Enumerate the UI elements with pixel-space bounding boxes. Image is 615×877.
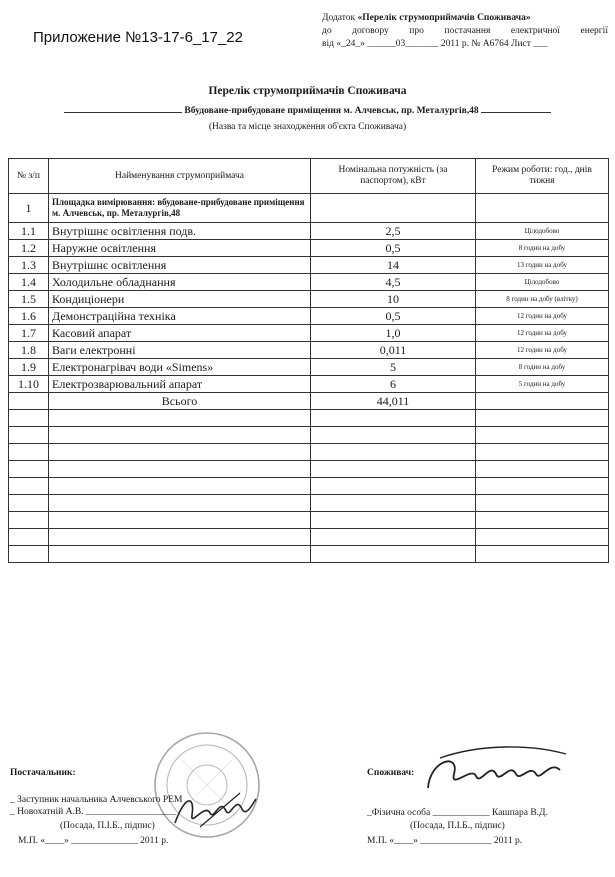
document-title: Перелік струмоприймачів Споживача bbox=[208, 85, 407, 97]
addendum-contract-line: від «_24_» ______03_______ 2011 р. № А6764 Лист ___ bbox=[322, 39, 548, 49]
table-row bbox=[9, 240, 609, 257]
addendum-word: про bbox=[409, 26, 424, 36]
empty-row bbox=[9, 478, 609, 495]
cell-num: 1 bbox=[9, 194, 49, 223]
empty-cell bbox=[49, 478, 311, 495]
empty-cell bbox=[476, 529, 609, 546]
cell-num: 1.7 bbox=[9, 325, 49, 342]
underline bbox=[481, 103, 551, 113]
empty-cell bbox=[49, 410, 311, 427]
cell-mode: 12 годин на добу bbox=[476, 325, 609, 342]
table-row bbox=[9, 325, 609, 342]
empty-cell bbox=[476, 427, 609, 444]
consumer-caption: (Посада, П.І.Б., підпис) bbox=[410, 821, 505, 831]
cell-name: Кондиціонери bbox=[49, 291, 311, 308]
cell-num: 1.4 bbox=[9, 274, 49, 291]
cell-name: Площадка вимірювання: вбудоване-прибудоване приміщення м. Алчевськ, пр. Металургів,48 bbox=[49, 194, 311, 223]
addendum-word: до bbox=[322, 26, 332, 36]
cell-num: 1.2 bbox=[9, 240, 49, 257]
addendum-line2 bbox=[322, 26, 608, 36]
empty-cell bbox=[311, 478, 476, 495]
equipment-table bbox=[8, 158, 609, 563]
empty-cell bbox=[476, 495, 609, 512]
empty-cell bbox=[476, 478, 609, 495]
total-power: 44,011 bbox=[311, 393, 476, 410]
empty-cell bbox=[311, 546, 476, 563]
site-row bbox=[9, 194, 609, 223]
cell-name: Електронагрівач води «Simens» bbox=[49, 359, 311, 376]
cell-power: 10 bbox=[311, 291, 476, 308]
cell-num: 1.1 bbox=[9, 223, 49, 240]
addendum-word: енергії bbox=[580, 26, 608, 36]
cell-name: Касовий апарат bbox=[49, 325, 311, 342]
consumer-person-text: Кашпара В.Д. bbox=[491, 808, 548, 818]
empty-cell bbox=[9, 478, 49, 495]
header-num: № з/п bbox=[9, 159, 49, 194]
supplier-heading: Постачальник: bbox=[10, 768, 76, 778]
empty-cell bbox=[476, 444, 609, 461]
table-row bbox=[9, 308, 609, 325]
consumer-signature bbox=[420, 740, 570, 810]
empty-cell bbox=[311, 495, 476, 512]
supplier-mp: М.П. «____» ______________ 2011 р. bbox=[18, 836, 169, 846]
cell-mode: 8 годин на добу (влітку) bbox=[476, 291, 609, 308]
empty-cell bbox=[476, 546, 609, 563]
addendum-line1 bbox=[322, 13, 608, 23]
cell-power: 0,5 bbox=[311, 308, 476, 325]
empty-cell bbox=[311, 512, 476, 529]
appendix-label: Приложение №13-17-6_17_22 bbox=[33, 29, 243, 46]
addendum-word: електричної bbox=[510, 26, 560, 36]
total-row bbox=[9, 393, 609, 410]
consumer-line: _Фізична особа ____________ Кашпара В.Д. bbox=[367, 808, 548, 818]
empty-row bbox=[9, 546, 609, 563]
cell-mode: Цілодобово bbox=[476, 223, 609, 240]
cell-name: Внутрішнє освітлення подв. bbox=[49, 223, 311, 240]
table-row bbox=[9, 223, 609, 240]
header-name: Найменування струмоприймача bbox=[49, 159, 311, 194]
cell-name: Ваги електронні bbox=[49, 342, 311, 359]
empty-cell bbox=[49, 461, 311, 478]
empty-cell bbox=[9, 529, 49, 546]
cell-mode: Цілодобово bbox=[476, 274, 609, 291]
consumer-position-text: Фізична особа bbox=[371, 808, 431, 818]
cell-mode: 12 годин на добу bbox=[476, 342, 609, 359]
total-label: Всього bbox=[49, 393, 311, 410]
empty-row bbox=[9, 495, 609, 512]
table-row bbox=[9, 342, 609, 359]
empty-row bbox=[9, 444, 609, 461]
empty-cell bbox=[9, 410, 49, 427]
table-row bbox=[9, 359, 609, 376]
table-header-row bbox=[9, 159, 609, 194]
empty-row bbox=[9, 529, 609, 546]
consumer-heading: Споживач: bbox=[367, 768, 415, 778]
cell-mode bbox=[476, 393, 609, 410]
empty-cell bbox=[49, 512, 311, 529]
empty-cell bbox=[49, 495, 311, 512]
supplier-position: _ Заступник начальника Алчевського РЕМ bbox=[10, 795, 183, 805]
cell-power bbox=[311, 194, 476, 223]
table-row bbox=[9, 291, 609, 308]
cell-num: 1.10 bbox=[9, 376, 49, 393]
empty-cell bbox=[311, 461, 476, 478]
empty-cell bbox=[311, 529, 476, 546]
empty-cell bbox=[49, 444, 311, 461]
object-name: Вбудоване-прибудоване приміщення м. Алчевськ, пр. Металургів,48 bbox=[184, 106, 479, 116]
empty-cell bbox=[9, 461, 49, 478]
empty-cell bbox=[311, 427, 476, 444]
empty-cell bbox=[49, 546, 311, 563]
cell-power: 14 bbox=[311, 257, 476, 274]
cell-num bbox=[9, 393, 49, 410]
empty-cell bbox=[9, 546, 49, 563]
cell-name: Електрозварювальний апарат bbox=[49, 376, 311, 393]
empty-cell bbox=[476, 461, 609, 478]
cell-name: Холодильне обладнання bbox=[49, 274, 311, 291]
cell-num: 1.6 bbox=[9, 308, 49, 325]
supplier-caption: (Посада, П.І.Б., підпис) bbox=[60, 821, 155, 831]
cell-mode: 12 годин на добу bbox=[476, 308, 609, 325]
cell-power: 4,5 bbox=[311, 274, 476, 291]
table-row bbox=[9, 376, 609, 393]
cell-mode: 8 годин на добу bbox=[476, 240, 609, 257]
cell-name: Внутрішнє освітлення bbox=[49, 257, 311, 274]
cell-power: 0,011 bbox=[311, 342, 476, 359]
cell-num: 1.3 bbox=[9, 257, 49, 274]
empty-cell bbox=[49, 529, 311, 546]
addendum-word: постачання bbox=[444, 26, 491, 36]
cell-name: Наружне освітлення bbox=[49, 240, 311, 257]
empty-cell bbox=[476, 410, 609, 427]
table-row bbox=[9, 257, 609, 274]
empty-cell bbox=[9, 495, 49, 512]
empty-cell bbox=[9, 427, 49, 444]
cell-num: 1.5 bbox=[9, 291, 49, 308]
empty-cell bbox=[476, 512, 609, 529]
cell-mode: 13 годин на добу bbox=[476, 257, 609, 274]
addendum-word: договору bbox=[352, 26, 389, 36]
cell-name: Демонстраційна техніка bbox=[49, 308, 311, 325]
header-power: Номінальна потужність (за паспортом), кВт bbox=[311, 159, 476, 194]
table-row bbox=[9, 274, 609, 291]
cell-power: 2,5 bbox=[311, 223, 476, 240]
supplier-person-text: Новохатній А.В. bbox=[17, 807, 84, 817]
underline bbox=[64, 103, 182, 113]
empty-cell bbox=[9, 444, 49, 461]
cell-power: 6 bbox=[311, 376, 476, 393]
empty-cell bbox=[9, 512, 49, 529]
empty-cell bbox=[49, 427, 311, 444]
empty-cell bbox=[311, 410, 476, 427]
supplier-position-text: Заступник начальника Алчевського РЕМ bbox=[17, 795, 183, 805]
cell-power: 0,5 bbox=[311, 240, 476, 257]
addendum-prefix: Додаток bbox=[322, 13, 356, 23]
consumer-mp: М.П. «____» _______________ 2011 р. bbox=[367, 836, 523, 846]
empty-cell bbox=[311, 444, 476, 461]
cell-power: 1,0 bbox=[311, 325, 476, 342]
object-line bbox=[0, 103, 615, 116]
empty-row bbox=[9, 427, 609, 444]
addendum-title: «Перелік струмоприймачів Споживача» bbox=[357, 13, 531, 23]
cell-power: 5 bbox=[311, 359, 476, 376]
empty-row bbox=[9, 410, 609, 427]
cell-mode bbox=[476, 194, 609, 223]
empty-row bbox=[9, 461, 609, 478]
cell-num: 1.9 bbox=[9, 359, 49, 376]
supplier-signature bbox=[170, 785, 260, 835]
supplier-person: _ Новохатній А.В. ___________________ bbox=[10, 807, 177, 817]
cell-mode: 8 годин на добу bbox=[476, 359, 609, 376]
header-mode: Режим роботи: год., днів тижня bbox=[476, 159, 609, 194]
cell-mode: 5 годин на добу bbox=[476, 376, 609, 393]
empty-row bbox=[9, 512, 609, 529]
object-caption: (Назва та місце знаходження об'єкта Споживача) bbox=[208, 122, 407, 132]
cell-num: 1.8 bbox=[9, 342, 49, 359]
